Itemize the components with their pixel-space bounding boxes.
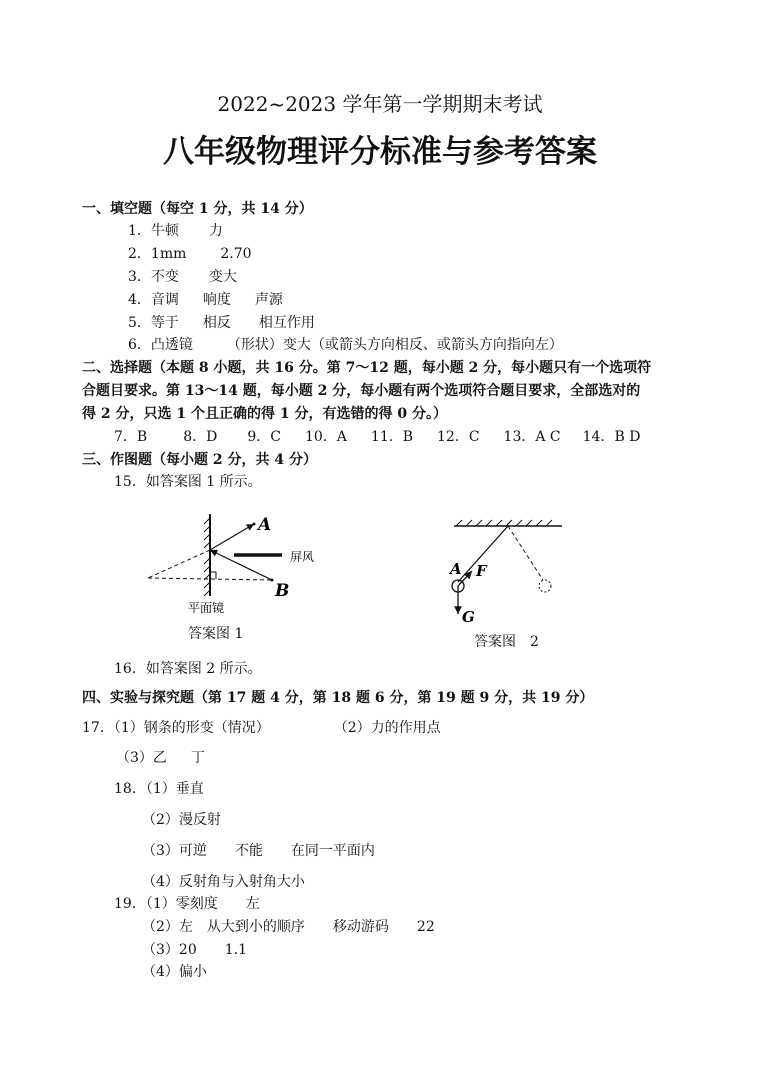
- q16-text: 16．如答案图 2 所示。: [114, 661, 262, 677]
- q15-text: 15．如答案图 1 所示。: [114, 474, 262, 490]
- document-title: 八年级物理评分标准与参考答案: [163, 134, 597, 170]
- answer-text: （形状）变大（或箭头方向相反、或箭头方向指向左）: [226, 337, 563, 353]
- answer-row-3: [128, 268, 237, 286]
- answer-text: 声源: [254, 292, 283, 308]
- force-label-g: G: [462, 608, 475, 626]
- q18-line4: （4）反射角与入射角大小: [142, 874, 305, 890]
- q17-line1: [82, 719, 441, 737]
- answer-figure-2: [440, 510, 570, 626]
- q18-line1: 18．（1）垂直: [114, 781, 204, 797]
- answer-text: 2.70: [220, 246, 252, 262]
- q19-line3: （3）20 1.1: [142, 942, 247, 958]
- point-a-dot: [253, 523, 256, 526]
- answer-text: 相互作用: [258, 315, 315, 331]
- q19-line2: （2）左 从大到小的顺序 移动游码 22: [142, 919, 435, 935]
- choice-answer: 14．B D: [582, 429, 641, 445]
- answer-text: 6．凸透镜: [128, 337, 193, 353]
- point-b-label: B: [275, 581, 290, 601]
- screen-label: 屏风: [290, 550, 315, 564]
- choice-answer: 8．D: [183, 429, 218, 445]
- section2-heading-line3: 得 2 分，只选 1 个且正确的得 1 分，有选错的得 0 分。）: [82, 406, 447, 422]
- section2-heading-line2: 合题目要求。第 13～14 题，每小题 2 分，每小题有两个选项符合题目要求，全部选对的: [82, 383, 641, 399]
- answer-text: 相反: [202, 315, 231, 331]
- dashed-ball: [539, 580, 551, 592]
- answer-text: 力: [208, 223, 223, 239]
- section3-heading: 三、作图题（每小题 2 分，共 4 分）: [82, 452, 317, 468]
- answer-row-6: [128, 336, 563, 354]
- reflected-ray: [210, 524, 254, 550]
- answer-figure-1: [140, 508, 340, 618]
- answer-text: 1．牛顿: [128, 223, 179, 239]
- image-ray-dashed: [148, 550, 210, 578]
- figure-1-caption: 答案图 1: [188, 626, 244, 642]
- answer-text: 5．等于: [128, 315, 179, 331]
- answer-text: 2．1mm: [128, 246, 187, 262]
- answer-text: 3．不变: [128, 269, 179, 285]
- answer-text: （3）乙: [116, 750, 167, 766]
- answer-text: 4．音调: [128, 292, 179, 308]
- choice-answer: 9．C: [247, 429, 281, 445]
- choice-answer: 12．C: [437, 429, 480, 445]
- answer-row-4: [128, 291, 283, 309]
- force-label-f: F: [476, 562, 487, 580]
- answer-text: 变大: [208, 269, 237, 285]
- point-a-label: A: [258, 515, 272, 535]
- choice-answer: 13．A C: [503, 429, 561, 445]
- answer-row-5: [128, 314, 315, 332]
- ball-label-a: A: [450, 560, 462, 578]
- q18-line2: （2）漫反射: [142, 812, 221, 828]
- choice-answer: 7．B: [114, 429, 148, 445]
- section1-heading: 一、填空题（每空 1 分，共 14 分）: [82, 201, 313, 217]
- answer-text: 丁: [190, 750, 205, 766]
- ceiling-hatching: [456, 520, 552, 526]
- q18-line3: （3）可逆 不能 在同一平面内: [142, 843, 375, 859]
- figure-2-caption: 答案图 2: [474, 634, 539, 650]
- answer-row-1: [128, 222, 223, 240]
- answer-text: （2）力的作用点: [333, 720, 441, 736]
- choice-answer: 10．A: [304, 429, 347, 445]
- choice-answers-row: [114, 428, 640, 446]
- dashed-string: [508, 526, 543, 580]
- answer-row-2: [128, 245, 252, 263]
- q17-line2: [116, 749, 205, 767]
- q19-line1: 19．（1）零刻度 左: [114, 896, 260, 912]
- mirror-label: 平面镜: [188, 601, 225, 615]
- section2-heading-line1: 二、选择题（本题 8 小题，共 16 分。第 7～12 题，每小题 2 分，每小题只有一个选项符: [82, 360, 652, 376]
- section4-heading: 四、实验与探究题（第 17 题 4 分，第 18 题 6 分，第 19 题 9 分，共 19 分）: [82, 690, 594, 706]
- exam-title: 2022~2023 学年第一学期期末考试: [217, 92, 543, 116]
- choice-answer: 11．B: [370, 429, 414, 445]
- answer-text: 响度: [202, 292, 231, 308]
- answer-text: 17．（1）钢条的形变（情况）: [82, 720, 270, 736]
- q19-line4: （4）偏小: [142, 964, 207, 980]
